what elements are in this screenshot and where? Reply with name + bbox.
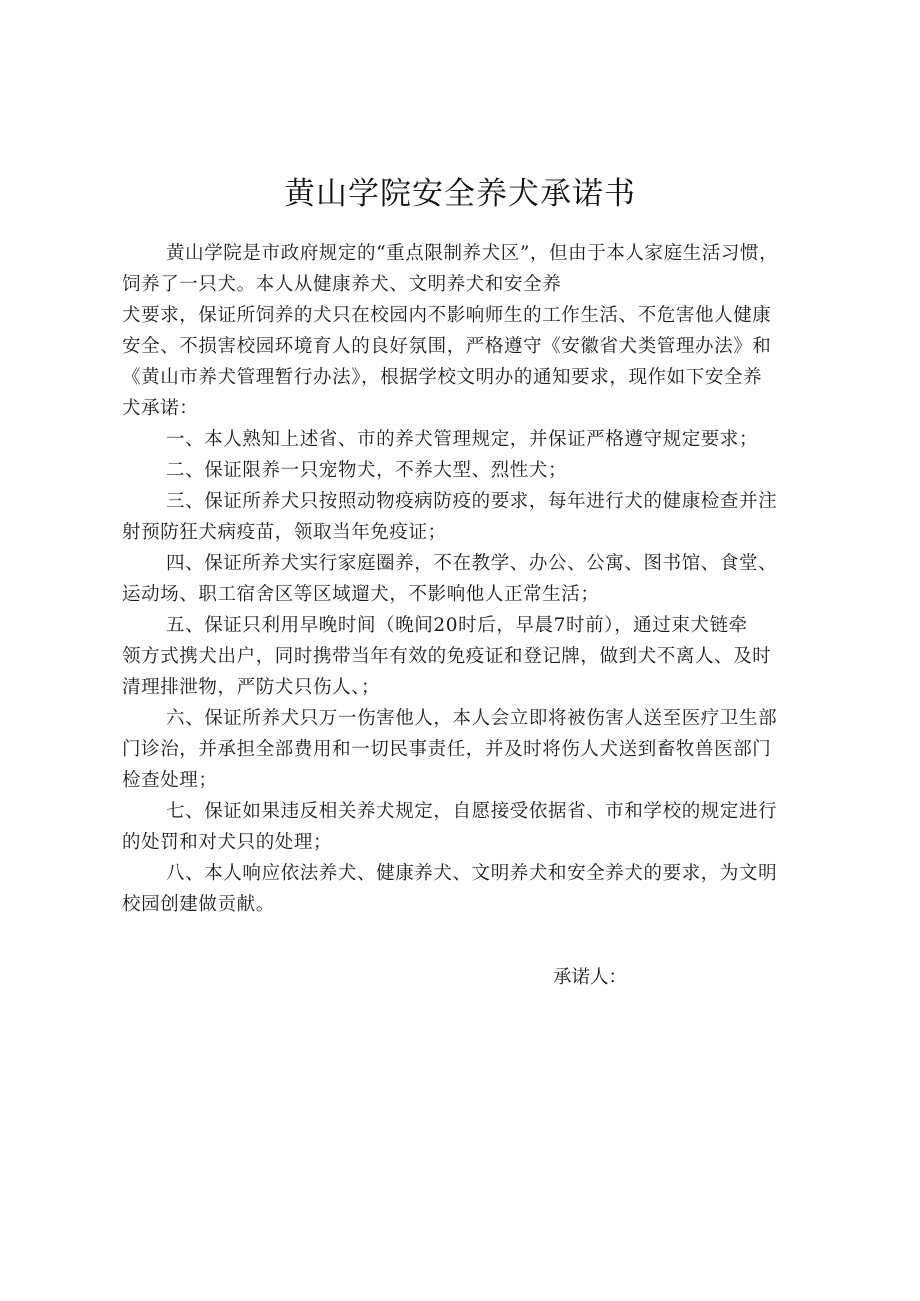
promise-item-5-line-3: 清理排泄物，严防犬只伤人、； <box>122 677 381 698</box>
promise-item-4-line-1: 四、保证所养犬实行家庭圈养，不在教学、办公、公寓、图书馆、食堂、 <box>166 553 778 574</box>
document-body <box>122 238 812 920</box>
signature-label: 承诺人： <box>553 967 628 988</box>
paragraph-intro-line-4: 安全、不损害校园环境育人的良好氛围，严格遵守《安徽省犬类管理办法》和 <box>122 336 772 357</box>
promise-item-2: 二、保证限养一只宠物犬，不养大型、烈性犬； <box>166 460 568 481</box>
promise-item-1: 一、本人熟知上述省、市的养犬管理规定，并保证严格遵守规定要求； <box>166 429 759 450</box>
paragraph-intro-line-5: 《黄山市养犬管理暂行办法》，根据学校文明办的通知要求，现作如下安全养 <box>122 367 763 388</box>
paragraph-intro-line-1: 黄山学院是市政府规定的“重点限制养犬区”，但由于本人家庭生活习惯， <box>166 243 779 264</box>
promise-item-4-line-2: 运动场、职工宿舍区等区域遛犬，不影响他人正常生活； <box>122 584 600 605</box>
paragraph-intro-line-3: 犬要求，保证所饲养的犬只在校园内不影响师生的工作生活、不危害他人健康 <box>122 305 772 326</box>
promise-item-7-line-2: 的处罚和对犬只的处理； <box>122 832 333 853</box>
promise-item-6-line-1: 六、保证所养犬只万一伤害他人，本人会立即将被伤害人送至医疗卫生部 <box>166 708 778 729</box>
promise-item-8-line-2: 校园创建做贡献。 <box>122 894 275 915</box>
promise-item-7-line-1: 七、保证如果违反相关养犬规定，自愿接受依据省、市和学校的规定进行 <box>166 801 778 822</box>
promise-item-5-line-2: 领方式携犬出户，同时携带当年有效的免疫证和登记牌，做到犬不离人、及时 <box>122 646 772 667</box>
promise-item-6-line-3: 检查处理； <box>122 770 218 791</box>
promise-item-3-line-2: 射预防狂犬病疫苗，领取当年免疫证； <box>122 522 447 543</box>
document-title: 黄山学院安全养犬承诺书 <box>284 176 636 212</box>
promise-item-8-line-1: 八、本人响应依法养犬、健康养犬、文明养犬和安全养犬的要求，为文明 <box>166 863 778 884</box>
promise-item-5-line-1: 五、保证只利用早晚时间（晚间20时后，早晨7时前），通过束犬链牵 <box>166 615 748 636</box>
promise-item-6-line-2: 门诊治，并承担全部费用和一切民事责任，并及时将伤人犬送到畜牧兽医部门 <box>122 739 772 760</box>
paragraph-intro-line-6: 犬承诺： <box>122 398 199 419</box>
promise-item-3-line-1: 三、保证所养犬只按照动物疫病防疫的要求，每年进行犬的健康检查并注 <box>166 491 778 512</box>
paragraph-intro-line-2: 饲养了一只犬。本人从健康养犬、文明养犬和安全养 <box>122 274 562 295</box>
